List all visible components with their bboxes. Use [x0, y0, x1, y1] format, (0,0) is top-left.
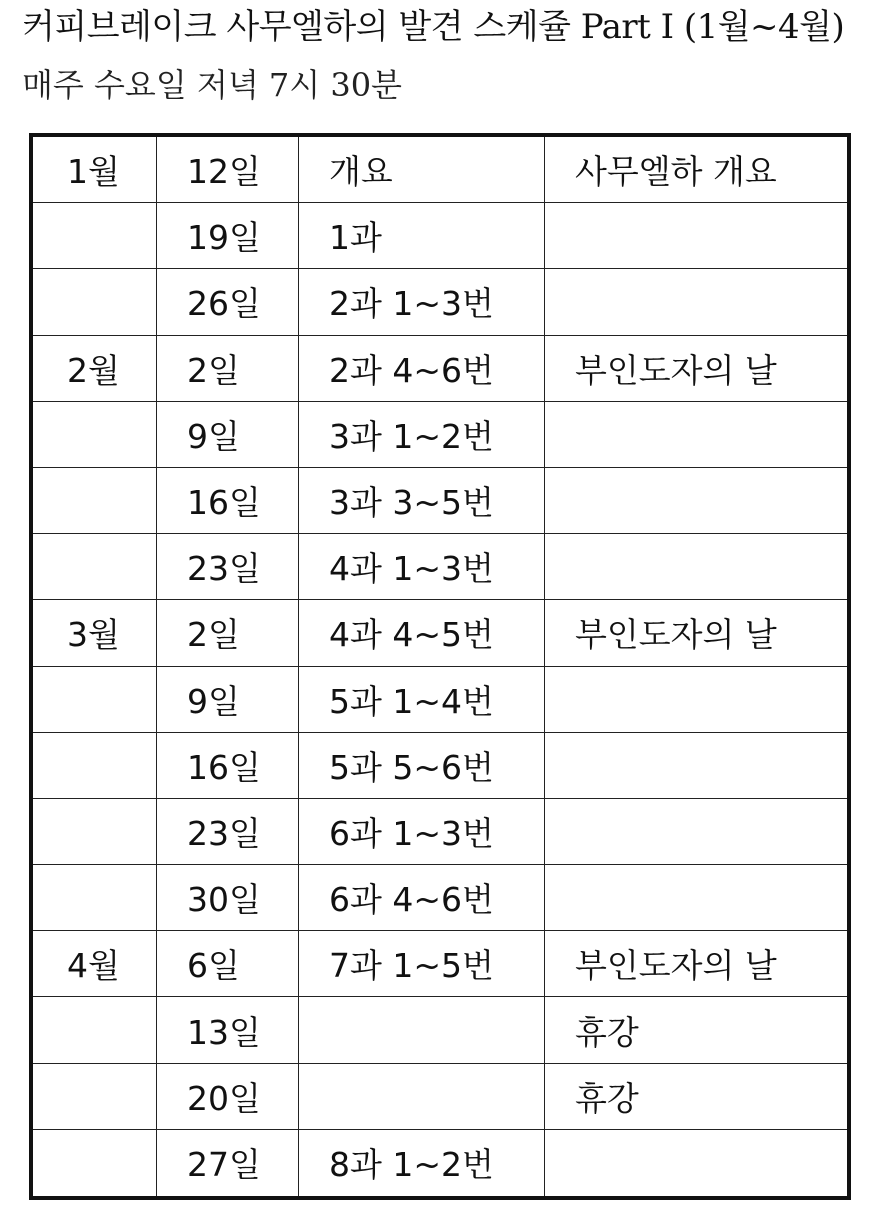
- day-cell: 9일: [157, 667, 299, 733]
- overview-cell: 2과 4~6번: [299, 336, 545, 402]
- day-cell: 20일: [157, 1064, 299, 1130]
- month-cell: 4월: [33, 931, 157, 997]
- overview-cell: 7과 1~5번: [299, 931, 545, 997]
- month-cell: 2월: [33, 336, 157, 402]
- month-cell: 3월: [33, 600, 157, 666]
- note-cell: [545, 733, 847, 799]
- overview-cell: [299, 1064, 545, 1130]
- day-cell: 12일: [157, 137, 299, 203]
- note-cell: [545, 667, 847, 733]
- overview-cell: 8과 1~2번: [299, 1130, 545, 1196]
- note-cell: [545, 468, 847, 534]
- note-cell: 휴강: [545, 1064, 847, 1130]
- schedule-table: [29, 133, 851, 1200]
- overview-cell: [299, 997, 545, 1063]
- month-cell: [33, 402, 157, 468]
- note-cell: 사무엘하 개요: [545, 137, 847, 203]
- day-cell: 23일: [157, 534, 299, 600]
- overview-cell: 4과 1~3번: [299, 534, 545, 600]
- overview-cell: 개요: [299, 137, 545, 203]
- day-cell: 30일: [157, 865, 299, 931]
- overview-cell: 1과: [299, 203, 545, 269]
- month-cell: [33, 997, 157, 1063]
- month-cell: [33, 667, 157, 733]
- month-cell: [33, 865, 157, 931]
- day-cell: 9일: [157, 402, 299, 468]
- month-cell: [33, 1064, 157, 1130]
- month-cell: [33, 534, 157, 600]
- day-cell: 2일: [157, 600, 299, 666]
- note-cell: 부인도자의 날: [545, 336, 847, 402]
- overview-cell: 5과 5~6번: [299, 733, 545, 799]
- month-cell: 1월: [33, 137, 157, 203]
- day-cell: 27일: [157, 1130, 299, 1196]
- month-cell: [33, 1130, 157, 1196]
- note-cell: [545, 1130, 847, 1196]
- note-cell: [545, 799, 847, 865]
- overview-cell: 3과 3~5번: [299, 468, 545, 534]
- day-cell: 26일: [157, 269, 299, 335]
- note-cell: [545, 865, 847, 931]
- month-cell: [33, 468, 157, 534]
- note-cell: 부인도자의 날: [545, 600, 847, 666]
- month-cell: [33, 733, 157, 799]
- day-cell: 13일: [157, 997, 299, 1063]
- month-cell: [33, 799, 157, 865]
- month-cell: [33, 203, 157, 269]
- overview-cell: 6과 4~6번: [299, 865, 545, 931]
- overview-cell: 6과 1~3번: [299, 799, 545, 865]
- overview-cell: 5과 1~4번: [299, 667, 545, 733]
- note-cell: 휴강: [545, 997, 847, 1063]
- note-cell: [545, 269, 847, 335]
- day-cell: 16일: [157, 733, 299, 799]
- page-title: 커피브레이크 사무엘하의 발견 스케쥴 Part I (1월~4월): [22, 7, 845, 47]
- note-cell: [545, 402, 847, 468]
- day-cell: 23일: [157, 799, 299, 865]
- day-cell: 19일: [157, 203, 299, 269]
- overview-cell: 4과 4~5번: [299, 600, 545, 666]
- day-cell: 16일: [157, 468, 299, 534]
- note-cell: [545, 534, 847, 600]
- meeting-time: 매주 수요일 저녁 7시 30분: [22, 66, 402, 104]
- overview-cell: 2과 1~3번: [299, 269, 545, 335]
- note-cell: [545, 203, 847, 269]
- note-cell: 부인도자의 날: [545, 931, 847, 997]
- day-cell: 6일: [157, 931, 299, 997]
- month-cell: [33, 269, 157, 335]
- day-cell: 2일: [157, 336, 299, 402]
- overview-cell: 3과 1~2번: [299, 402, 545, 468]
